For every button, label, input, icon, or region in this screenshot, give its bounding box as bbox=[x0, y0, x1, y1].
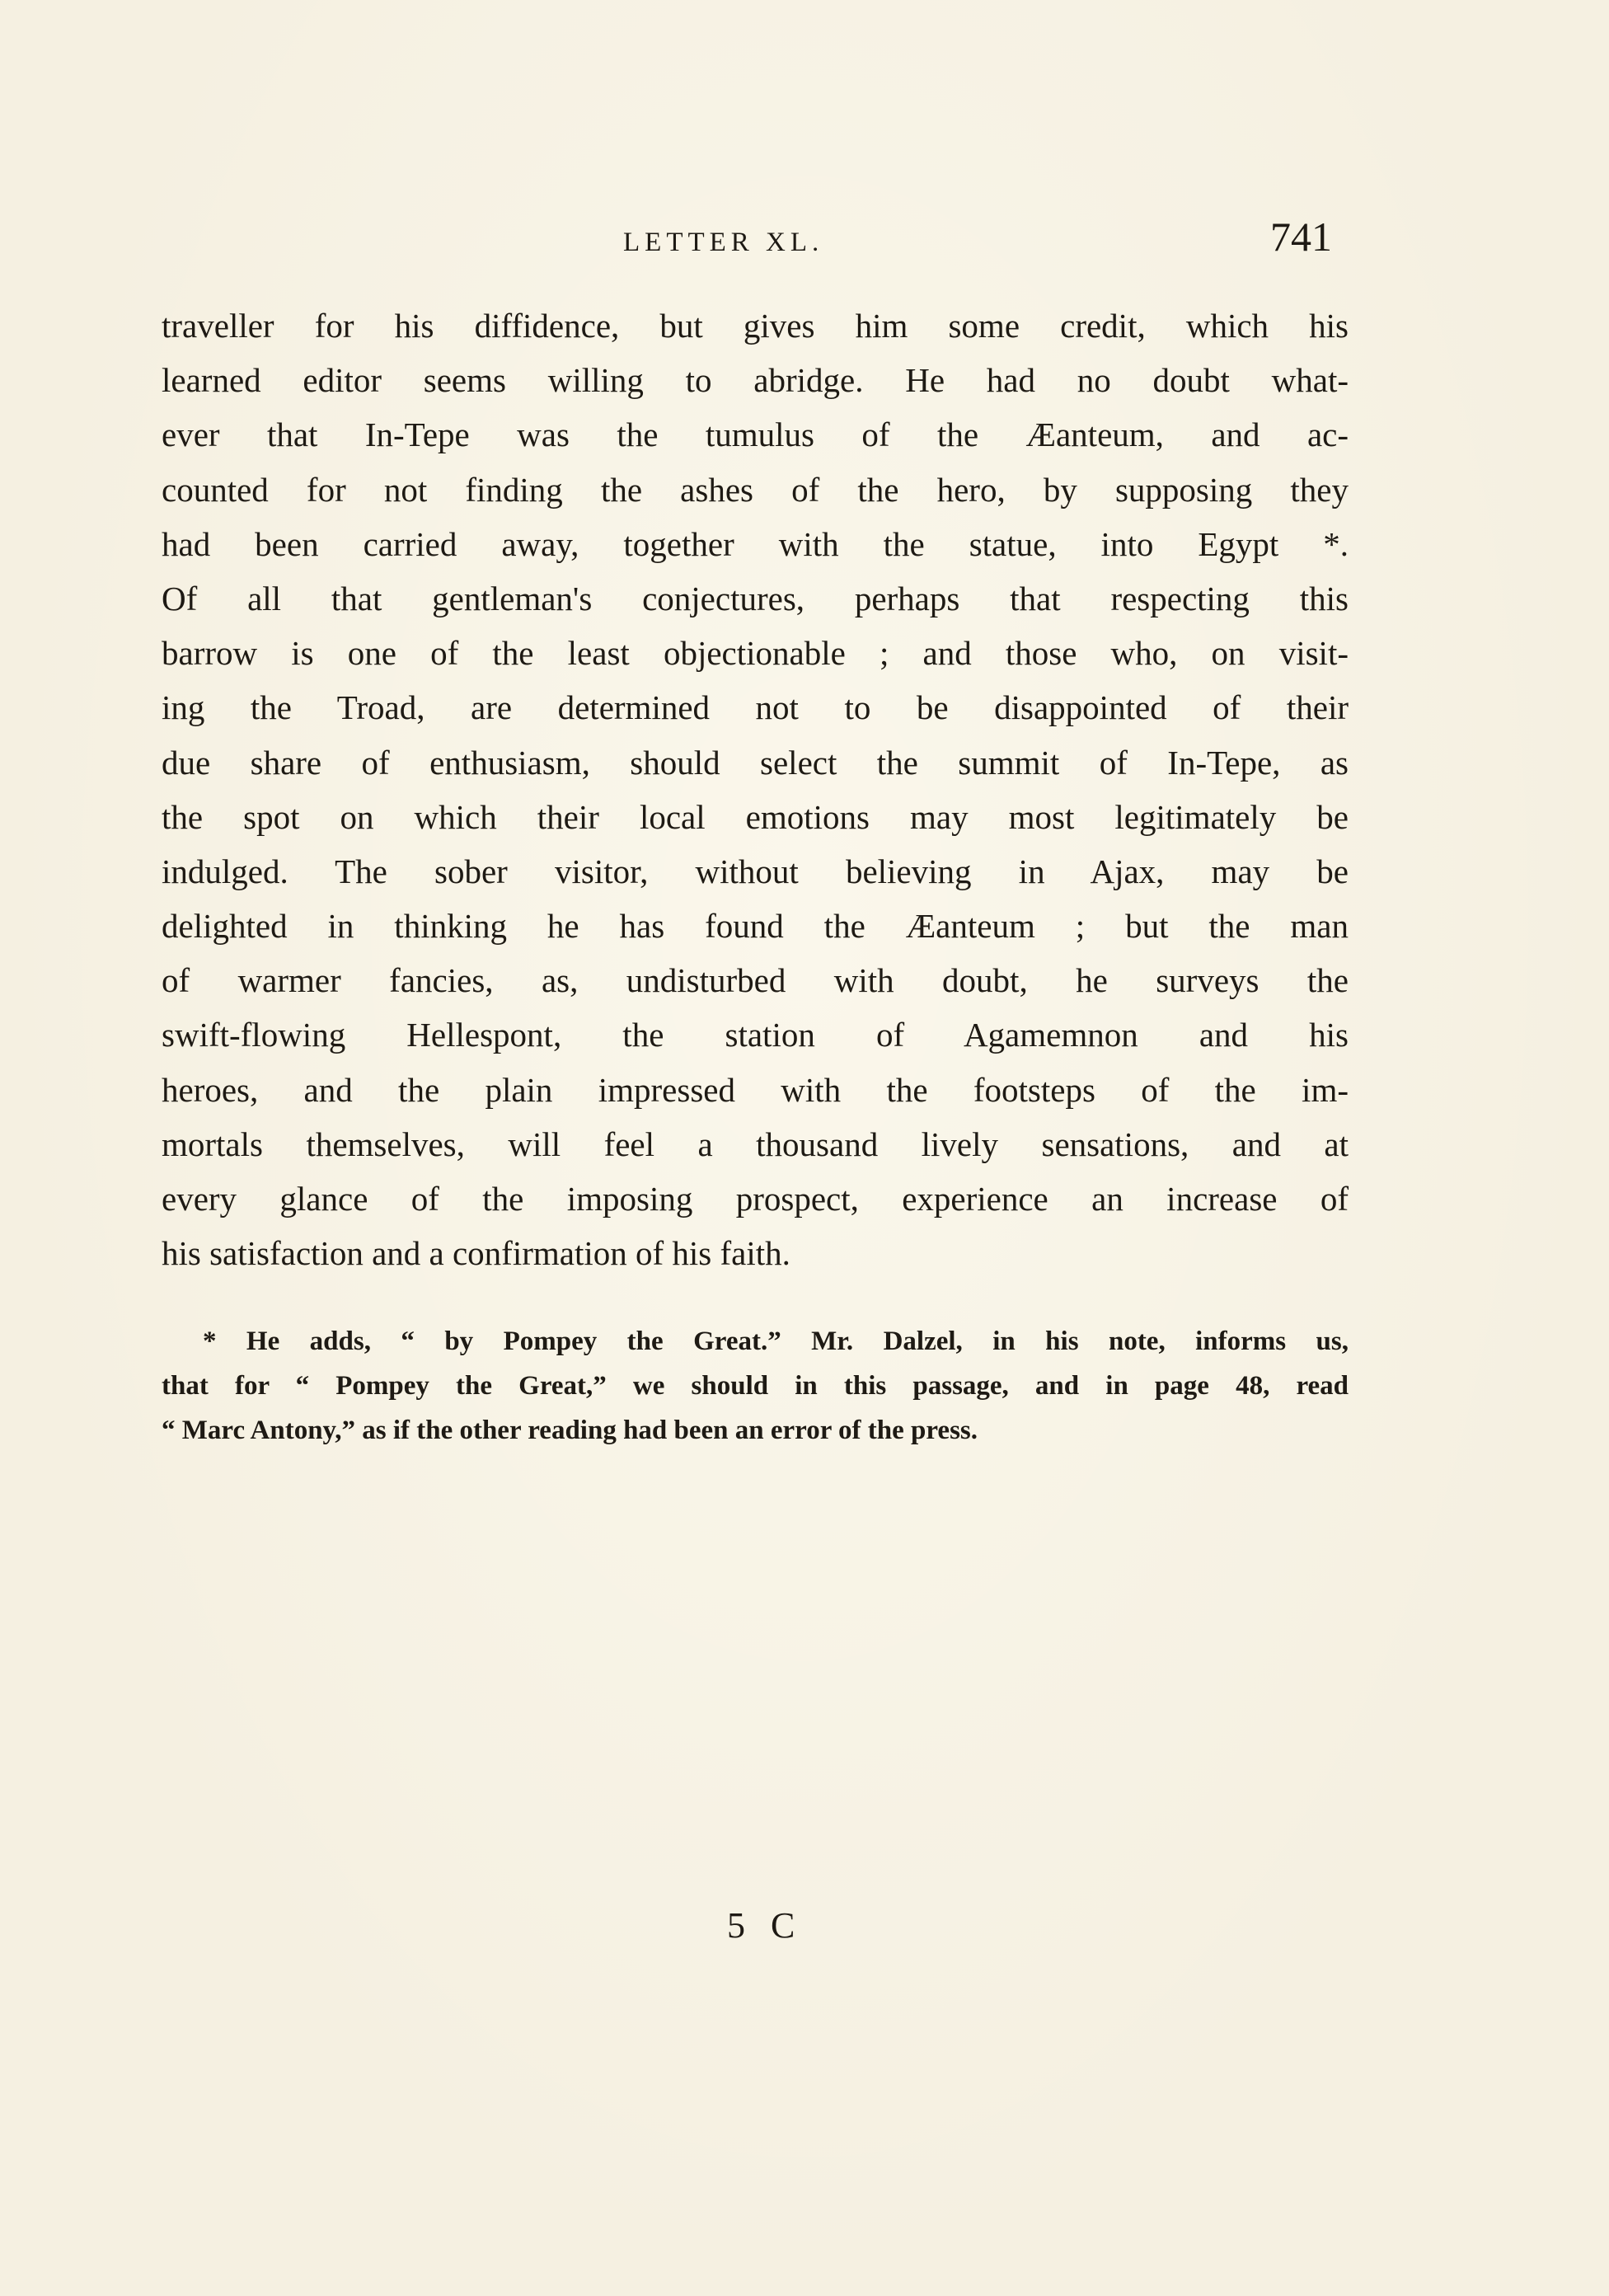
text-line: ing the Troad, are determined not to be disappointed of their bbox=[162, 688, 1349, 727]
text-line: indulged. The sober visitor, without believing in Ajax, may be bbox=[162, 852, 1349, 890]
body-text bbox=[162, 298, 1349, 1280]
text-line: mortals themselves, will feel a thousand lively sensations, and at bbox=[162, 1125, 1349, 1163]
text-line: had been carried away, together with the statue, into Egypt *. bbox=[162, 524, 1349, 563]
running-title: LETTER XL. bbox=[623, 228, 824, 257]
text-line: his satisfaction and a confirmation of his faith. bbox=[162, 1234, 790, 1273]
text-line: delighted in thinking he has found the Æanteum ; but the man bbox=[162, 907, 1349, 946]
text-line: due share of enthusiasm, should select the summit of In-Tepe, as bbox=[162, 743, 1349, 782]
page-number: 741 bbox=[1270, 214, 1332, 260]
footnote-line: “ Marc Antony,” as if the other reading had been an error of the press. bbox=[162, 1416, 978, 1445]
text-line: traveller for his diffidence, but gives him some credit, which his bbox=[162, 307, 1349, 345]
text-line: counted for not finding the ashes of the hero, by supposing they bbox=[162, 470, 1349, 509]
text-line: learned editor seems willing to abridge. He had no doubt what- bbox=[162, 361, 1349, 400]
footnote-line: that for “ Pompey the Great,” we should in this passage, and in page 48, read bbox=[162, 1371, 1349, 1401]
footnote-line: * He adds, “ by Pompey the Great.” Mr. Dalzel, in his note, informs us, bbox=[203, 1326, 1349, 1356]
footnote bbox=[162, 1319, 1349, 1453]
text-line: every glance of the imposing prospect, experience an increase of bbox=[162, 1180, 1349, 1218]
text-line: the spot on which their local emotions may most legitimately be bbox=[162, 797, 1349, 836]
text-line: ever that In-Tepe was the tumulus of the Æanteum, and ac- bbox=[162, 416, 1349, 454]
signature-mark: 5 C bbox=[727, 1905, 804, 1946]
text-line: heroes, and the plain impressed with the footsteps of the im- bbox=[162, 1070, 1349, 1109]
text-line: of warmer fancies, as, undisturbed with doubt, he surveys the bbox=[162, 961, 1349, 1000]
page-header bbox=[162, 213, 1332, 270]
text-line: barrow is one of the least objectionable ; and those who, on visit- bbox=[162, 634, 1349, 673]
text-line: Of all that gentleman's conjectures, perhaps that respecting this bbox=[162, 579, 1349, 617]
text-line: swift-flowing Hellespont, the station of Agamemnon and his bbox=[162, 1016, 1349, 1054]
